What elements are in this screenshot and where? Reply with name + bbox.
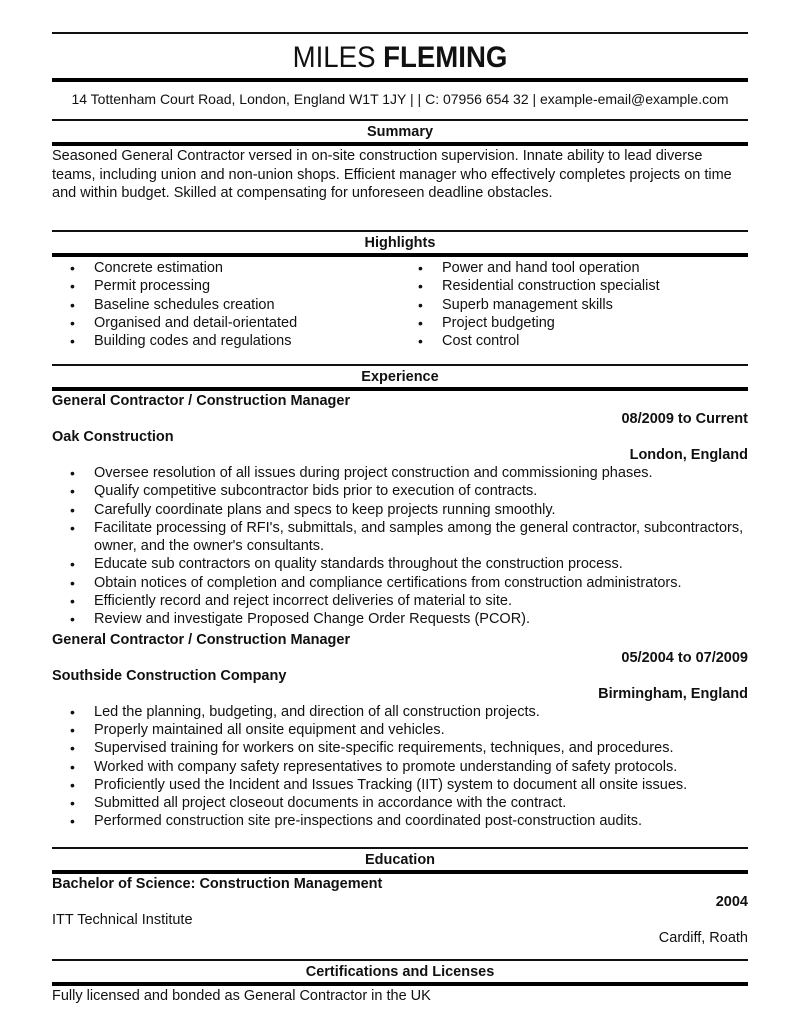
degree: Bachelor of Science: Construction Management [52,875,383,892]
job-duties [52,703,748,831]
bullet-icon: • [418,314,423,331]
job-dates: 08/2009 to Current [621,411,748,427]
list-item: • Baseline schedules creation [70,296,275,313]
top-rule [52,32,748,34]
bullet-icon: • [70,593,75,610]
bullet-icon: • [70,758,75,775]
list-item: • Submitted all project closeout documents in accordance with the contract. [70,795,567,812]
list-item: • Carefully coordinate plans and specs to keep projects running smoothly. [70,501,556,518]
bullet-icon: • [70,740,75,757]
education-heading: Education [364,851,436,868]
certifications-text: Fully licensed and bonded as General Contractor in the UK [52,987,431,1004]
list-item: • Project budgeting [418,314,555,331]
list-item: • Review and investigate Proposed Change Order Requests (PCOR). [70,611,531,628]
bullet-icon: • [70,611,75,628]
list-item: • Proficiently used the Incident and Issues Tracking (IIT) system to document all onsite issues. [70,776,688,793]
list-item: • Educate sub contractors on quality standards throughout the construction process. [70,556,623,573]
list-item: • Worked with company safety representatives to promote understanding of safety protocols. [70,758,678,775]
list-item: • Residential construction specialist [418,278,660,295]
list-item: • Facilitate processing of RFI's, submittals, and samples among the general contractor, subcontractors, owner, and the owner's consultants. [70,519,744,555]
list-item: • Performed construction site pre-inspections and coordinated post-construction audits. [70,813,643,830]
list-item: • Superb management skills [418,296,613,313]
job-dates: 05/2004 to 07/2009 [621,649,748,666]
bullet-icon: • [70,519,75,536]
list-item: • Cost control [418,333,520,350]
bullet-icon: • [70,795,75,812]
bullet-icon: • [70,483,75,500]
last-name: FLEMING [383,41,508,74]
list-item: • Building codes and regulations [70,333,292,350]
bullet-icon: • [70,314,75,331]
highlights-right-column [400,259,748,364]
bullet-icon: • [70,501,75,518]
bullet-icon: • [70,574,75,591]
summary-heading: Summary [366,124,434,140]
bullet-icon: • [418,333,423,350]
summary-text: Seasoned General Contractor versed in on-site construction supervision. Innate ability to lead diverse teams, including union and non-union shops. Efficient manager who effectively completes projects on time and within budget. Skilled at compensating for unforeseen deadline obstacles. [52,148,732,201]
job-duties [52,464,748,629]
highlights-heading: Highlights [364,235,436,251]
experience-heading: Experience [361,369,439,385]
bullet-icon: • [70,465,75,481]
first-name: MILES [292,41,376,74]
bullet-icon: • [70,776,75,793]
highlights-left-column [52,259,400,364]
list-item: • Oversee resolution of all issues during project construction and commissioning phases. [70,465,653,481]
bullet-icon: • [70,813,75,830]
school-name: ITT Technical Institute [52,911,193,928]
bullet-icon: • [418,296,423,313]
candidate-name [80,43,720,78]
list-item: • Power and hand tool operation [418,260,640,276]
list-item: • Properly maintained all onsite equipment and vehicles. [70,721,445,738]
bullet-icon: • [70,721,75,738]
highlights-list [52,257,748,364]
list-item: • Supervised training for workers on site-specific requirements, techniques, and procedures. [70,740,674,757]
bullet-icon: • [70,278,75,295]
job-company: Oak Construction [52,429,174,445]
graduation-year: 2004 [715,893,748,910]
job-title: General Contractor / Construction Manager [52,631,351,648]
list-item: • Qualify competitive subcontractor bids prior to execution of contracts. [70,483,538,500]
bullet-icon: • [70,296,75,313]
list-item: • Organised and detail-orientated [70,314,298,331]
job-entry [52,629,748,831]
job-location: London, England [629,447,748,463]
job-location: Birmingham, England [598,685,748,702]
bullet-icon: • [418,278,423,295]
certifications-heading: Certifications and Licenses [305,963,495,980]
bullet-icon: • [70,260,75,276]
school-location: Cardiff, Roath [658,929,748,946]
list-item: • Efficiently record and reject incorrect deliveries of material to site. [70,593,512,610]
bullet-icon: • [70,703,75,720]
list-item: • Led the planning, budgeting, and direction of all construction projects. [70,703,540,720]
job-entry [52,391,748,629]
job-title: General Contractor / Construction Manager [52,393,351,409]
bullet-icon: • [70,333,75,350]
list-item: • Concrete estimation [70,260,223,276]
list-item: • Obtain notices of completion and compliance certifications from construction administrators. [70,574,682,591]
education-entry [52,874,748,947]
bullet-icon: • [418,260,423,276]
list-item: • Permit processing [70,278,211,295]
bullet-icon: • [70,556,75,573]
contact-line: 14 Tottenham Court Road, London, England W1T 1JY | | C: 07956 654 32 | example-email@example.com [71,91,729,107]
job-company: Southside Construction Company [52,667,287,684]
resume-page [52,0,748,1005]
